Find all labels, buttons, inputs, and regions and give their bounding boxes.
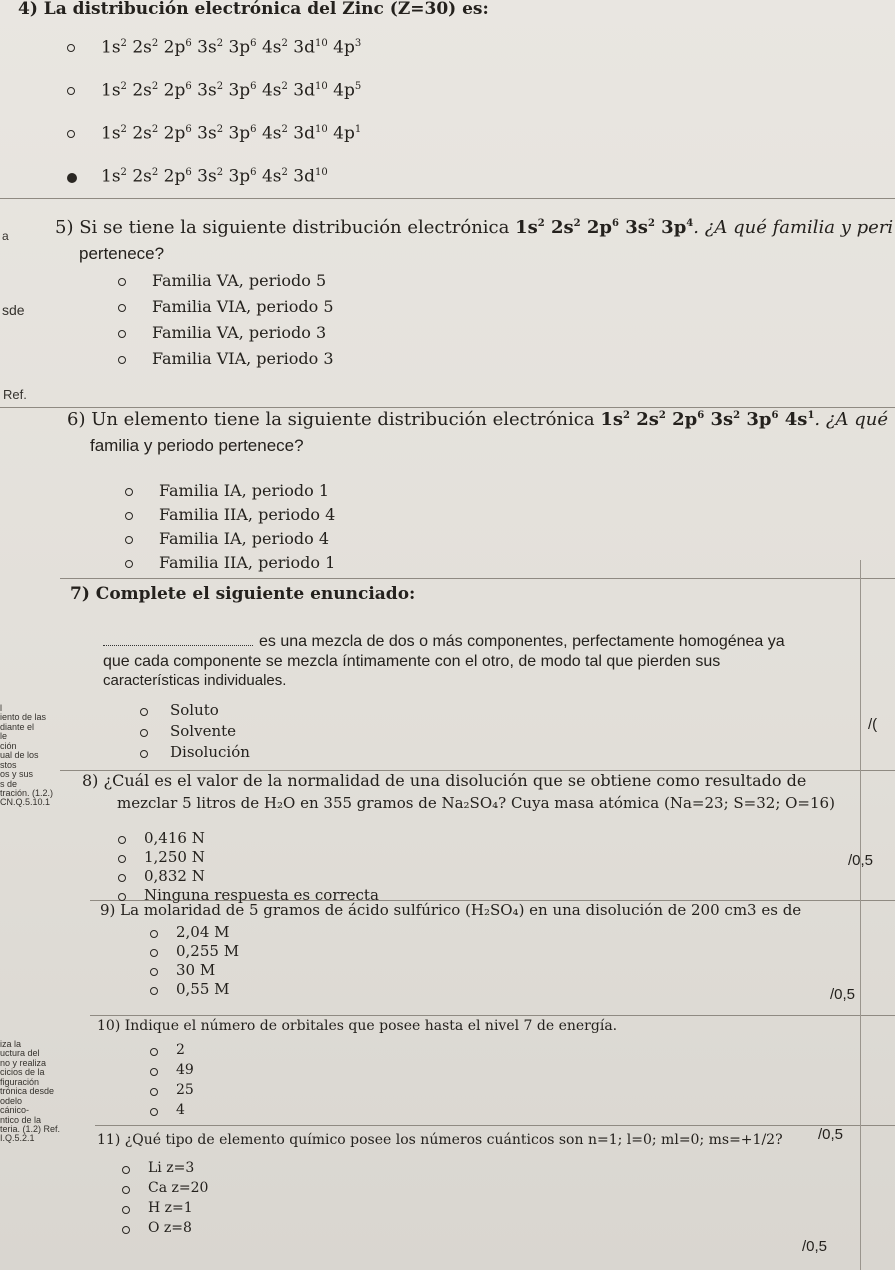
radio-option[interactable] xyxy=(140,708,148,716)
question-4-title: 4) La distribución electrónica del Zinc (Z=30) es: xyxy=(18,0,489,19)
divider xyxy=(60,578,895,579)
question-7-title: 7) Complete el siguiente enunciado: xyxy=(70,584,416,604)
radio-option[interactable] xyxy=(150,1088,158,1096)
radio-option[interactable] xyxy=(67,130,75,138)
margin-line: uctura del xyxy=(0,1048,40,1059)
option-label: $1s^2$ $2s^2$ $2p^6$ $3s^2$ $3p^6$ $4s^2$ $3d^{10}$ xyxy=(101,166,328,187)
question-6-text xyxy=(67,410,888,431)
question-10-score: /0,5 xyxy=(818,1126,844,1143)
column-divider xyxy=(860,560,861,1270)
question-7-score: /( xyxy=(868,716,878,733)
question-6-text-a: 6) Un elemento tiene la siguiente distribución electrónica xyxy=(67,409,595,430)
margin-line: no y realiza xyxy=(0,1057,47,1068)
option-label: 49 xyxy=(176,1062,194,1078)
question-7-line3: características individuales. xyxy=(103,672,287,689)
fill-in-blank[interactable] xyxy=(103,645,253,646)
radio-option[interactable] xyxy=(118,304,126,312)
divider xyxy=(0,198,895,199)
question-10-line1: 10) Indique el número de orbitales que posee hasta el nivel 7 de energía. xyxy=(97,1018,618,1034)
question-6-text-b: . ¿A qué xyxy=(814,409,888,430)
option-label: $1s^2$ $2s^2$ $2p^6$ $3s^2$ $3p^6$ $4s^2$ $3d^{10}$ $4p^5$ xyxy=(101,80,362,101)
option-label: 25 xyxy=(176,1082,194,1098)
option-label: Familia VIA, periodo 5 xyxy=(152,297,334,316)
radio-option[interactable] xyxy=(67,44,75,52)
margin-line: iento de las xyxy=(0,712,47,723)
question-7-line1 xyxy=(103,633,785,651)
radio-option[interactable] xyxy=(118,836,126,844)
option-label: 1,250 N xyxy=(144,848,205,866)
question-9-score: /0,5 xyxy=(830,986,856,1003)
radio-option[interactable] xyxy=(67,173,77,183)
radio-option[interactable] xyxy=(67,87,75,95)
radio-option[interactable] xyxy=(150,949,158,957)
margin-line: tración. (1.2.) xyxy=(0,787,54,798)
question-7-line1-text: es una mezcla de dos o más componentes, perfectamente homogénea ya xyxy=(259,633,785,650)
radio-option[interactable] xyxy=(118,278,126,286)
question-8-score: /0,5 xyxy=(848,852,874,869)
radio-option[interactable] xyxy=(122,1206,130,1214)
margin-line: odelo xyxy=(0,1095,23,1106)
margin-note: sde xyxy=(2,302,25,318)
option-label: Familia IIA, periodo 4 xyxy=(159,505,336,524)
divider xyxy=(90,1015,895,1016)
margin-line: diante el xyxy=(0,721,35,732)
option-label: $1s^2$ $2s^2$ $2p^6$ $3s^2$ $3p^6$ $4s^2$ $3d^{10}$ $4p^3$ xyxy=(101,37,362,58)
question-11-line1: 11) ¿Qué tipo de elemento químico posee los números cuánticos son n=1; l=0; ml=0; ms=+1/2? xyxy=(97,1132,783,1148)
option-label: 0,832 N xyxy=(144,867,205,885)
radio-option[interactable] xyxy=(140,729,148,737)
margin-line: ntico de la xyxy=(0,1114,42,1125)
margin-line: os y sus xyxy=(0,769,34,780)
option-label: Li z=3 xyxy=(148,1160,195,1176)
option-label: Familia IIA, periodo 1 xyxy=(159,553,336,572)
margin-line: ción xyxy=(0,740,17,751)
option-label: 2,04 M xyxy=(176,923,230,941)
option-label: Familia IA, periodo 4 xyxy=(159,529,329,548)
option-label: O z=8 xyxy=(148,1220,192,1236)
radio-option[interactable] xyxy=(118,893,126,901)
option-label: 2 xyxy=(176,1042,185,1058)
radio-option[interactable] xyxy=(140,750,148,758)
question-6-text-c: familia y periodo pertenece? xyxy=(90,436,304,455)
option-label: 4 xyxy=(176,1102,185,1118)
radio-option[interactable] xyxy=(122,1166,130,1174)
radio-option[interactable] xyxy=(150,968,158,976)
divider xyxy=(95,1125,895,1126)
radio-option[interactable] xyxy=(118,356,126,364)
margin-note: a xyxy=(2,229,9,243)
margin-line: le xyxy=(0,731,8,742)
option-label: Solvente xyxy=(170,722,237,740)
option-label: Familia IA, periodo 1 xyxy=(159,481,329,500)
radio-option[interactable] xyxy=(118,330,126,338)
option-label: 30 M xyxy=(176,961,216,979)
question-9-line1: 9) La molaridad de 5 gramos de ácido sulfúrico (H₂SO₄) en una disolución de 200 cm3 es de xyxy=(100,901,802,919)
option-label: Familia VIA, periodo 3 xyxy=(152,349,334,368)
margin-block-1 xyxy=(0,704,53,808)
question-5-config: $1s^2$ $2s^2$ $2p^6$ $3s^2$ $3p^4$ xyxy=(515,217,694,238)
radio-option[interactable] xyxy=(125,512,133,520)
question-5-text-b: . ¿A qué familia y peri xyxy=(693,217,894,238)
radio-option[interactable] xyxy=(150,987,158,995)
option-label: Ninguna respuesta es correcta xyxy=(144,886,379,904)
margin-line: ual de los xyxy=(0,750,39,761)
radio-option[interactable] xyxy=(118,874,126,882)
margin-line: teria. (1.2) Ref. xyxy=(0,1123,61,1134)
radio-option[interactable] xyxy=(125,536,133,544)
radio-option[interactable] xyxy=(122,1226,130,1234)
margin-line: s de xyxy=(0,778,18,789)
radio-option[interactable] xyxy=(150,1108,158,1116)
option-label: Soluto xyxy=(170,701,219,719)
margin-note: Ref. xyxy=(3,387,27,402)
option-label: H z=1 xyxy=(148,1200,193,1216)
option-label: Familia VA, periodo 5 xyxy=(152,271,327,290)
question-5-text xyxy=(55,218,893,239)
option-label: 0,416 N xyxy=(144,829,205,847)
margin-line: l xyxy=(0,703,2,713)
option-label: Disolución xyxy=(170,743,250,761)
question-11-score: /0,5 xyxy=(802,1238,828,1255)
margin-line: CN.Q.5.10.1 xyxy=(0,797,51,808)
margin-line: iza la xyxy=(0,1039,22,1049)
question-5-text-a: 5) Si se tiene la siguiente distribución electrónica xyxy=(55,217,510,238)
question-6-config: $1s^2$ $2s^2$ $2p^6$ $3s^2$ $3p^6$ $4s^1$ xyxy=(600,409,815,430)
question-5-text-c: pertenece? xyxy=(79,244,165,263)
question-7-line2: que cada componente se mezcla íntimamente con el otro, de modo tal que pierden sus xyxy=(103,653,721,670)
option-label: Familia VA, periodo 3 xyxy=(152,323,327,342)
option-label: 0,255 M xyxy=(176,942,240,960)
radio-option[interactable] xyxy=(125,560,133,568)
option-label: Ca z=20 xyxy=(148,1180,209,1196)
margin-line: cánico- xyxy=(0,1105,30,1116)
radio-option[interactable] xyxy=(118,855,126,863)
radio-option[interactable] xyxy=(150,1048,158,1056)
question-8-line1: 8) ¿Cuál es el valor de la normalidad de una disolución que se obtiene como resultado de xyxy=(82,771,807,790)
margin-block-2 xyxy=(0,1040,60,1144)
margin-line: stos xyxy=(0,759,17,770)
margin-line: trónica desde xyxy=(0,1086,55,1097)
radio-option[interactable] xyxy=(150,930,158,938)
margin-line: cicios de la xyxy=(0,1067,45,1078)
option-label: $1s^2$ $2s^2$ $2p^6$ $3s^2$ $3p^6$ $4s^2$ $3d^{10}$ $4p^1$ xyxy=(101,123,362,144)
margin-line: figuración xyxy=(0,1076,40,1087)
question-8-line2: mezclar 5 litros de H₂O en 355 gramos de Na₂SO₄? Cuya masa atómica (Na=23; S=32; O=16) xyxy=(117,794,835,812)
margin-line: I.Q.5.2.1 xyxy=(0,1133,35,1144)
radio-option[interactable] xyxy=(150,1068,158,1076)
divider xyxy=(0,407,895,408)
radio-option[interactable] xyxy=(122,1186,130,1194)
radio-option[interactable] xyxy=(125,488,133,496)
option-label: 0,55 M xyxy=(176,980,230,998)
